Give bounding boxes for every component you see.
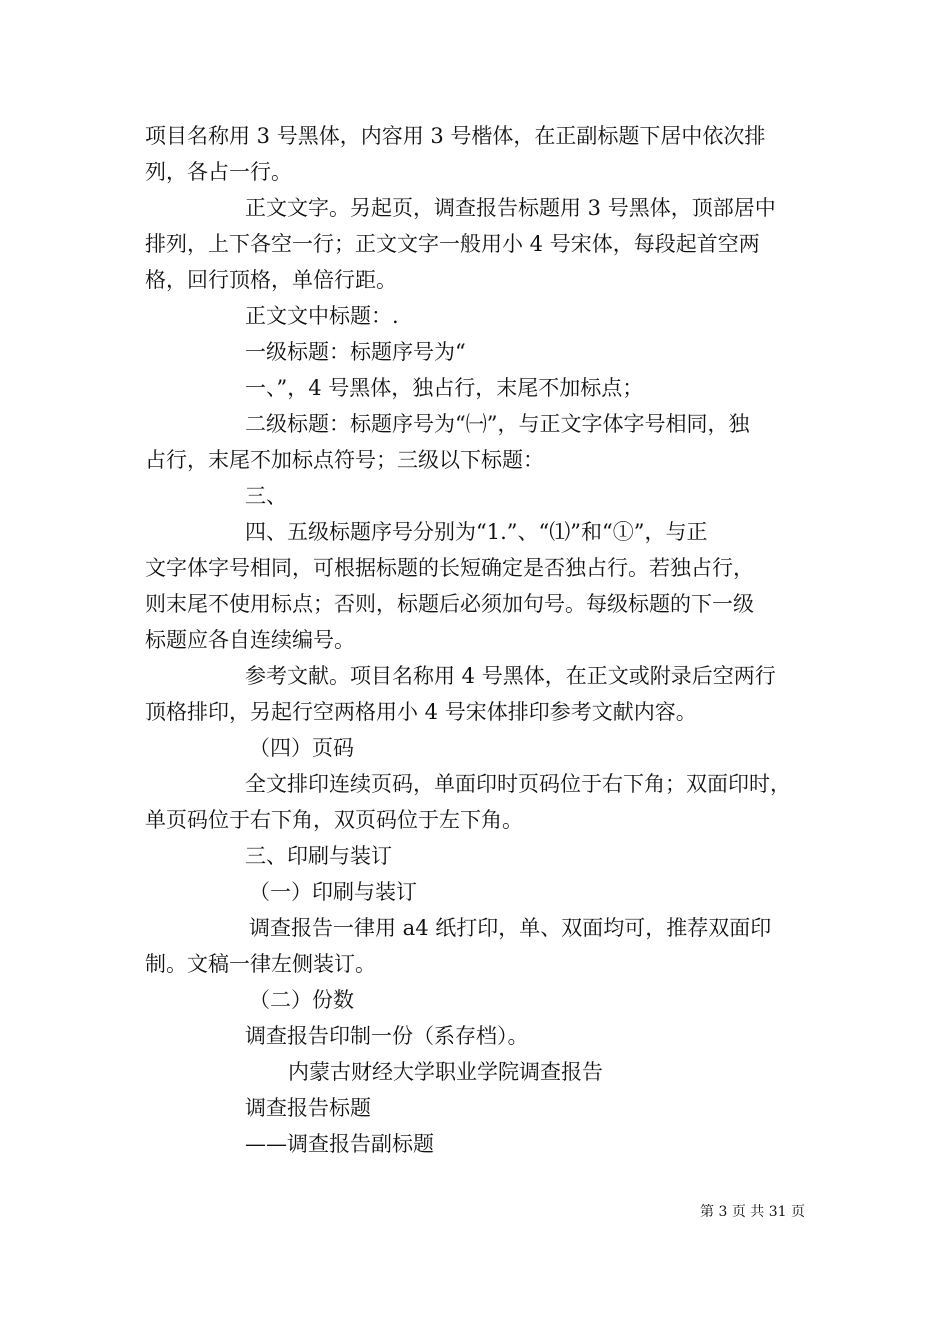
body-line-9: 二级标题：标题序号为“㈠”，与正文字体字号相同，独: [245, 412, 750, 436]
body-line-23: 调查报告一律用 a4 纸打印，单、双面均可，推荐双面印: [249, 916, 772, 940]
body-line-26: 调查报告印制一份（系存档）。: [245, 1024, 529, 1048]
body-line-12: 四、五级标题序号分别为“1.”、“⑴”和“①”，与正: [245, 520, 708, 544]
document-body: [145, 118, 815, 1162]
report-title: 调查报告标题: [245, 1096, 371, 1120]
body-line-16: 参考文献。项目名称用 4 号黑体，在正文或附录后空两行: [245, 664, 776, 688]
body-line-8: 一、”，4 号黑体，独占行，末尾不加标点；: [245, 376, 644, 400]
body-line-6: 正文文中标题：.: [245, 304, 399, 328]
body-line-14: 则末尾不使用标点；否则，标题后必须加句号。每级标题的下一级: [145, 592, 754, 616]
section-heading-page-number: （四）页码: [249, 736, 354, 760]
body-line-20: 单页码位于右下角，双页码位于左下角。: [145, 808, 523, 832]
body-line-10: 占行，末尾不加标点符号；三级以下标题：: [145, 448, 544, 472]
body-line-4: 排列，上下各空一行；正文文字一般用小 4 号宋体，每段起首空两: [145, 232, 760, 256]
body-line-11: 三、: [245, 484, 287, 508]
body-line-19: 全文排印连续页码，单面印时页码位于右下角；双面印时，: [245, 772, 791, 796]
report-institution-title: 内蒙古财经大学职业学院调查报告: [288, 1060, 603, 1084]
body-line-13: 文字体字号相同，可根据标题的长短确定是否独占行。若独占行，: [145, 556, 754, 580]
body-line-24: 制。文稿一律左侧装订。: [145, 952, 376, 976]
section-heading-printing-binding: 三、印刷与装订: [245, 844, 392, 868]
subsection-heading-printing-binding: （一）印刷与装订: [249, 880, 417, 904]
body-line-2: 列，各占一行。: [145, 160, 292, 184]
page-number-footer: 第 3 页 共 31 页: [700, 1204, 805, 1220]
body-line-3: 正文文字。另起页，调查报告标题用 3 号黑体，顶部居中: [245, 196, 776, 220]
body-line-5: 格，回行顶格，单倍行距。: [145, 268, 397, 292]
body-line-17: 顶格排印，另起行空两格用小 4 号宋体排印参考文献内容。: [145, 700, 697, 724]
report-subtitle: ——调查报告副标题: [245, 1132, 434, 1156]
body-line-7: 一级标题：标题序号为“: [245, 340, 466, 364]
body-line-15: 标题应各自连续编号。: [145, 628, 355, 652]
body-line-1: 项目名称用 3 号黑体，内容用 3 号楷体，在正副标题下居中依次排: [145, 124, 766, 148]
subsection-heading-copies: （二）份数: [249, 988, 354, 1012]
